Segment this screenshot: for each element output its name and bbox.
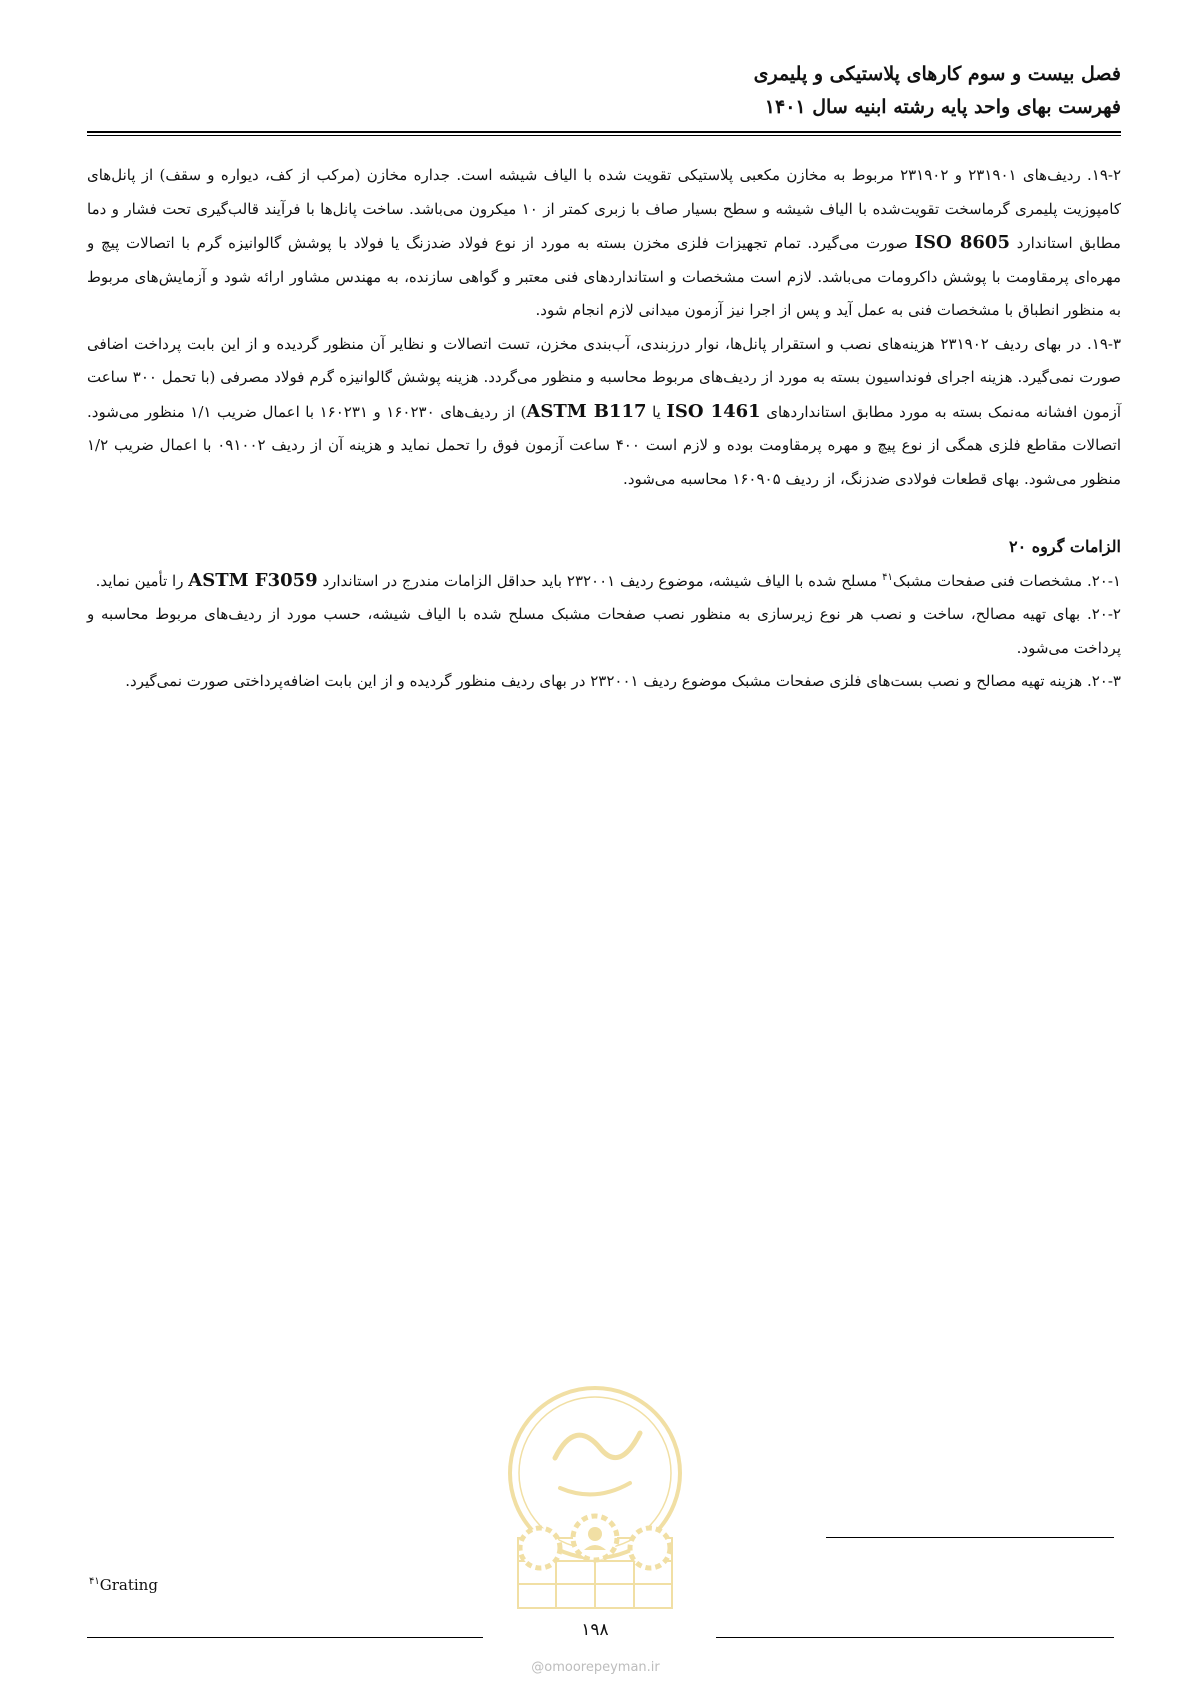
paragraph-text: ۲۰-۱. مشخصات فنی صفحات مشبک [892, 571, 1121, 590]
paragraph-text: یا [652, 402, 661, 421]
footnote-marker: ۴۱ [882, 571, 893, 583]
publisher-seal-watermark [500, 1378, 690, 1628]
footer-rule-right [716, 1637, 1114, 1638]
chapter-title: فصل بیست و سوم کارهای پلاستیکی و پلیمری [753, 63, 1121, 85]
footnote [89, 1576, 158, 1594]
price-list-title: فهرست بهای واحد پایه رشته ابنیه سال ۱۴۰۱ [764, 96, 1121, 118]
footnote-text: Grating [99, 1576, 158, 1594]
paragraph-20-1 [87, 564, 1121, 599]
footnote-number: ۴۱ [89, 1576, 100, 1587]
section-20-title: الزامات گروه ۲۰ [1009, 537, 1121, 556]
header-rule-thick [87, 131, 1121, 133]
seal-icon [500, 1378, 690, 1628]
watermark-url: @omoorepeyman.ir [531, 1660, 660, 1675]
standard-astm-f3059: ASTM F3059 [188, 569, 318, 591]
paragraph-text: ۱۹-۲. ردیف‌های ۲۳۱۹۰۱ و ۲۳۱۹۰۲ مربوط به مخازن مکعبی پلاستیکی تقویت شده با الیاف شیشه است. جداره مخازن (مرکب از کف، دیواره و سقف) از پانل‌های کامپوزیت پلیمری گرماسخت تقویت‌شده با الیاف شیشه و سطح بسیار صاف با زبری کمتر از ۱۰ میکرون می‌باشد. ساخت پانل‌ها با فرآیند قالب‌گیری تحت فشار و دما مطابق استاندارد [87, 166, 1122, 252]
paragraph-text: صورت می‌گیرد. تمام تجهیزات فلزی مخزن بسته به مورد از نوع فولاد ضدزنگ یا فولاد با پوشش گالوانیزه گرم با اتصالات پیچ و مهره‌ای پرمقاومت با پوشش داکرومات می‌باشد. لازم است مشخصات و استانداردهای فنی معتبر و گواهی سازنده، به مهندس مشاور ارائه شود و آزمایش‌های مربوط به منظور انطباق با مشخصات فنی به عمل آید و پس از اجرا نیز آزمون میدانی لازم انجام شود. [87, 234, 1121, 319]
paragraph-text: را تأمین نماید. [95, 571, 184, 590]
paragraph-19-2 [87, 159, 1121, 328]
paragraph-text: ) از ردیف‌های ۱۶۰۲۳۰ و ۱۶۰۲۳۱ با اعمال ضریب ۱/۱ منظور می‌شود. اتصالات مقاطع فلزی همگی از نوع پیچ و مهره پرمقاومت بوده و لازم است ۴۰۰ ساعت آزمون فوق را تحمل نماید و هزینه آن از ردیف ۰۹۱۰۰۲ با اعمال ضریب ۱/۲ منظور می‌شود. بهای قطعات فولادی ضدزنگ، از ردیف ۱۶۰۹۰۵ محاسبه می‌شود. [87, 402, 1122, 488]
paragraph-20-2: ۲۰-۲. بهای تهیه مصالح، ساخت و نصب هر نوع زیرسازی به منظور نصب صفحات مشبک مسلح شده با الیاف شیشه، حسب مورد از ردیف‌های مربوط محاسبه و پرداخت می‌شود. [87, 605, 1121, 657]
paragraph-20-3: ۲۰-۳. هزینه تهیه مصالح و نصب بست‌های فلزی صفحات مشبک موضوع ردیف ۲۳۲۰۰۱ در بهای ردیف منظور گردیده و از این بابت اضافه‌پرداختی صورت نمی‌گیرد. [125, 672, 1121, 690]
footer-rule-left [87, 1637, 483, 1638]
main-content [87, 159, 1121, 699]
paragraph-text: ۱۹-۳. در بهای ردیف ۲۳۱۹۰۲ هزینه‌های نصب و استقرار پانل‌ها، نوار درزبندی، آب‌بندی مخزن، تست اتصالات و نظایر آن منظور گردیده و از این بابت پرداخت اضافی صورت نمی‌گیرد. هزینه اجرای فونداسیون بسته به مورد از ردیف‌های مربوط محاسبه و منظور می‌گردد. هزینه پوشش گالوانیزه گرم فولاد مصرفی (با تحمل ۳۰۰ ساعت آزمون افشانه مه‌نمک بسته به مورد مطابق استانداردهای [87, 334, 1122, 421]
paragraph-19-3 [87, 328, 1121, 497]
footnote-separator [826, 1537, 1114, 1538]
page-header [754, 58, 1121, 124]
paragraph-text: مسلح شده با الیاف شیشه، موضوع ردیف ۲۳۲۰۰۱ باید حداقل الزامات مندرج در استاندارد [322, 571, 878, 590]
header-rule-thin [87, 135, 1121, 136]
standard-astm-b117: ASTM B117 [526, 400, 647, 422]
page-number: ۱۹۸ [581, 1620, 609, 1640]
standard-iso-8605: ISO 8605 [914, 232, 1010, 253]
standard-iso-1461: ISO 1461 [666, 400, 761, 422]
